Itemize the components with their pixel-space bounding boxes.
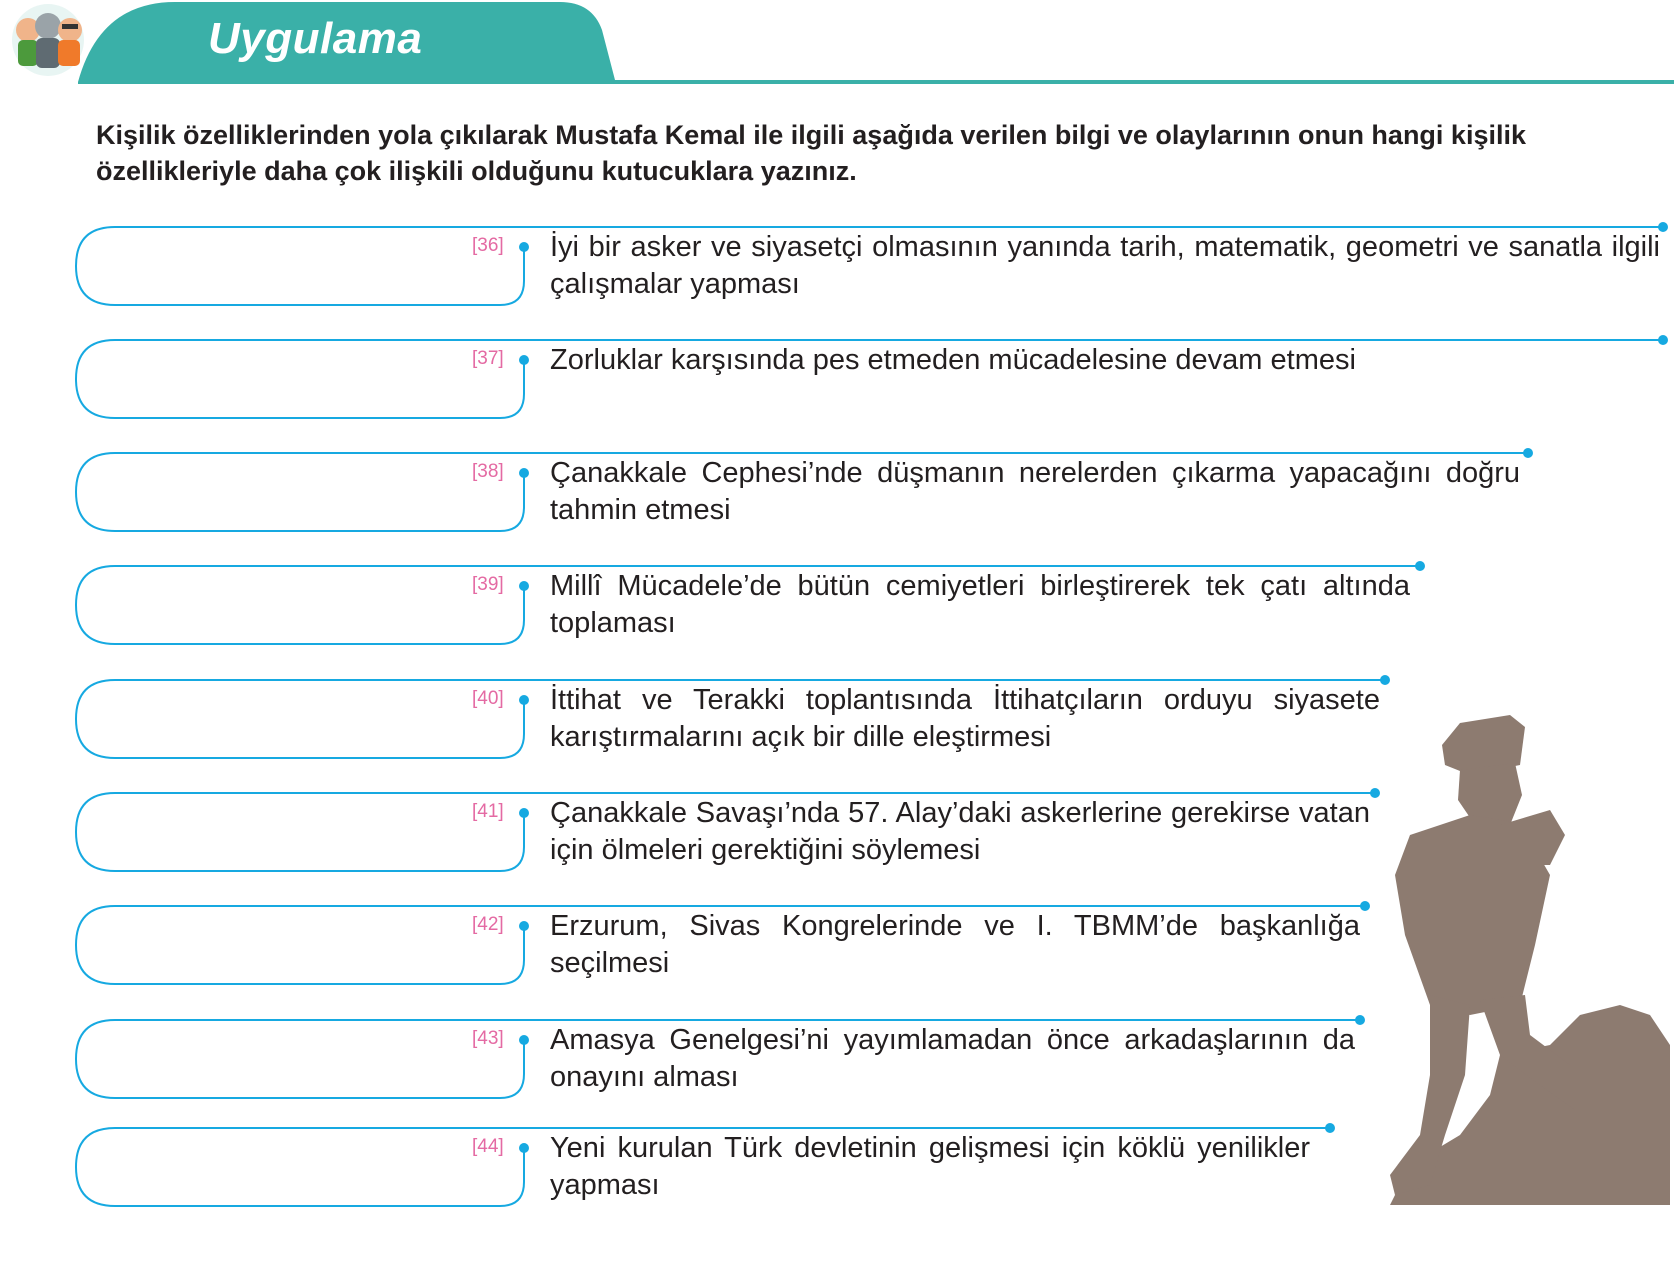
answer-box[interactable] [76, 1130, 522, 1206]
answer-box[interactable] [76, 908, 522, 984]
bullet-dot [519, 242, 529, 252]
line-end-dot [1325, 1123, 1335, 1133]
exercise-item [0, 318, 1674, 428]
bullet-dot [519, 468, 529, 478]
line-end-dot [1523, 448, 1533, 458]
item-number: [38] [472, 461, 504, 482]
kids-mascot-icon [0, 0, 96, 78]
instruction-text: Kişilik özelliklerinden yola çıkılarak Mustafa Kemal ile ilgili aşağıda verilen bilgi ve olaylarının onun hangi kişilik özellikleriyle daha çok ilişkili olduğunu kutucuklara yazınız. [96, 120, 1526, 186]
item-text: Erzurum, Sivas Kongrelerinde ve I. TBMM’de başkanlığa seçilmesi [550, 910, 1360, 979]
item-number: [42] [472, 914, 504, 935]
answer-box[interactable] [76, 682, 522, 758]
item-text: Zorluklar karşısında pes etmeden mücadelesine devam etmesi [550, 344, 1356, 376]
item-number: [40] [472, 688, 504, 709]
answer-box[interactable] [76, 342, 522, 418]
exercise-item [0, 431, 1674, 541]
answer-box[interactable] [76, 568, 522, 644]
item-number: [41] [472, 801, 504, 822]
answer-box[interactable] [76, 455, 522, 531]
answer-box[interactable] [76, 1022, 522, 1098]
item-text: Çanakkale Cephesi’nde düşmanın nerelerden çıkarma yapacağını doğru tahmin etmesi [550, 457, 1520, 526]
bullet-dot [519, 1035, 529, 1045]
section-header [0, 0, 1674, 95]
ataturk-silhouette-icon [1350, 715, 1670, 1205]
item-number: [36] [472, 235, 504, 256]
exercise-item [0, 205, 1674, 315]
page-title: Uygulama [208, 14, 423, 63]
bullet-dot [519, 1143, 529, 1153]
answer-box[interactable] [76, 795, 522, 871]
item-text: Çanakkale Savaşı’nda 57. Alay’daki askerlerine gerekirse vatan için ölmeleri gerektiğini söylemesi [550, 797, 1370, 866]
item-number: [39] [472, 574, 504, 595]
item-text: Yeni kurulan Türk devletinin gelişmesi için köklü yenilikler yapması [550, 1132, 1310, 1201]
answer-box[interactable] [76, 229, 522, 305]
line-end-dot [1380, 675, 1390, 685]
item-text: İttihat ve Terakki toplantısında İttihatçıların orduyu siyasete karıştırmalarını açık bir dille eleştirmesi [550, 684, 1380, 753]
item-text: Millî Mücadele’de bütün cemiyetleri birleştirerek tek çatı altında toplaması [550, 570, 1410, 639]
exercise-item [0, 544, 1674, 654]
item-text: İyi bir asker ve siyasetçi olmasının yanında tarih, matematik, geometri ve sanatla ilgili çalışmalar yapması [550, 231, 1660, 300]
bullet-dot [519, 808, 529, 818]
item-text: Amasya Genelgesi’ni yayımlamadan önce arkadaşlarının da onayını alması [550, 1024, 1355, 1093]
item-number: [44] [472, 1136, 504, 1157]
bullet-dot [519, 695, 529, 705]
item-number: [37] [472, 348, 504, 369]
line-end-dot [1415, 561, 1425, 571]
item-number: [43] [472, 1028, 504, 1049]
bullet-dot [519, 921, 529, 931]
bullet-dot [519, 355, 529, 365]
bullet-dot [519, 581, 529, 591]
